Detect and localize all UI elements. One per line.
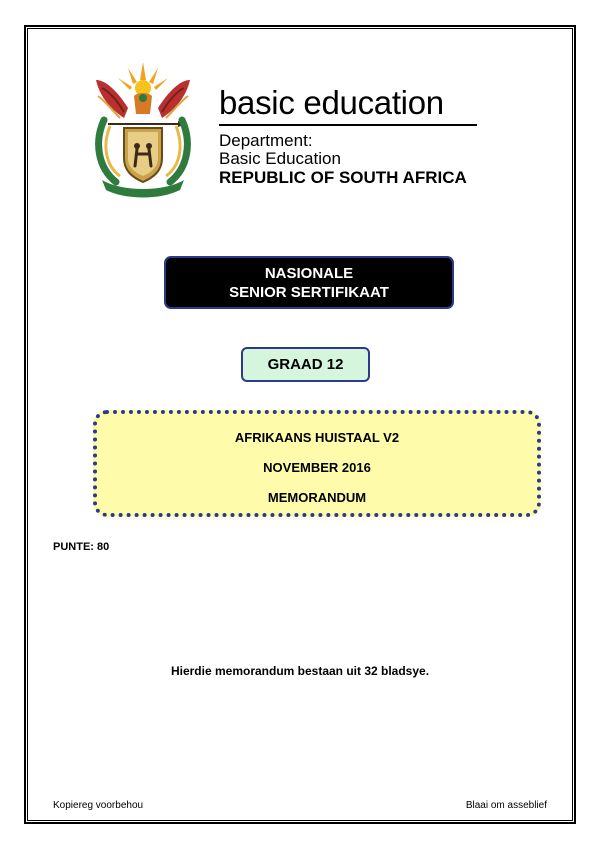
subject-name: AFRIKAANS HUISTAAL V2 bbox=[234, 430, 400, 445]
footer-copyright: Kopiereg voorbehou bbox=[53, 800, 144, 811]
certificate-line-1: NASIONALE bbox=[264, 264, 354, 282]
country-name: REPUBLIC OF SOUTH AFRICA bbox=[219, 168, 467, 187]
document-type: MEMORANDUM bbox=[267, 490, 367, 505]
department-block bbox=[219, 84, 479, 187]
grade-badge: GRAAD 12 bbox=[241, 347, 370, 382]
page-count-note: Hierdie memorandum bestaan uit 32 bladsye. bbox=[170, 664, 430, 678]
department-label: Department: bbox=[219, 131, 313, 150]
certificate-banner bbox=[164, 256, 454, 309]
department-name: Basic Education bbox=[219, 149, 341, 168]
footer-turn-page: Blaai om asseblief bbox=[465, 800, 547, 811]
total-marks: PUNTE: 80 bbox=[53, 541, 110, 553]
exam-date: NOVEMBER 2016 bbox=[263, 460, 371, 475]
subject-panel bbox=[93, 410, 541, 517]
coat-of-arms-icon bbox=[88, 58, 198, 198]
department-brand: basic education bbox=[219, 84, 477, 126]
certificate-line-2: SENIOR SERTIFIKAAT bbox=[229, 283, 389, 301]
